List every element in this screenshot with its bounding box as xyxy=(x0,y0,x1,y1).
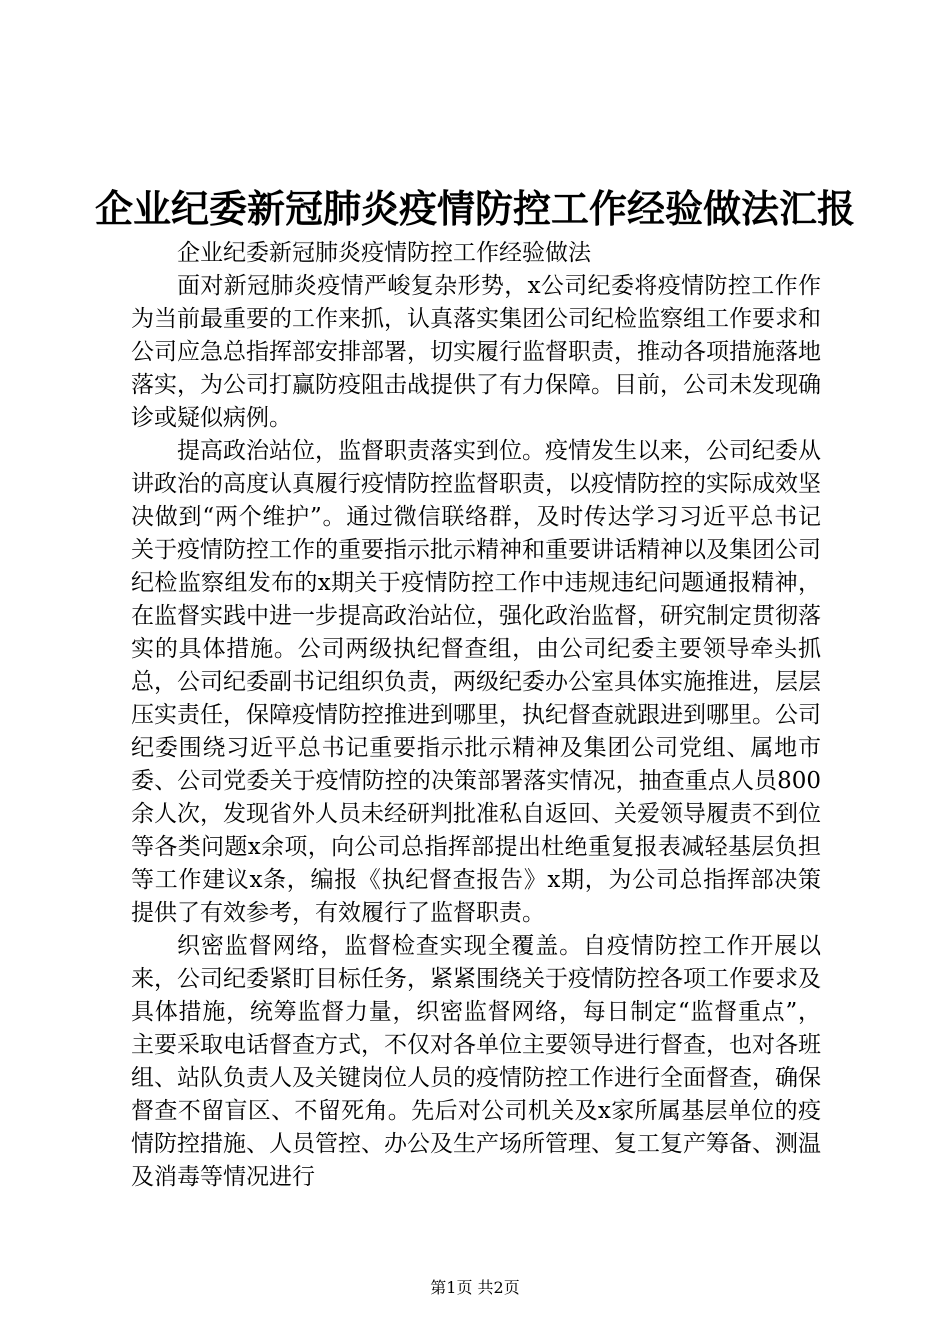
document-title: 企业纪委新冠肺炎疫情防控工作经验做法汇报 xyxy=(94,186,855,231)
document-subtitle: 企业纪委新冠肺炎疫情防控工作经验做法 xyxy=(177,240,591,266)
paragraph-supervision-network: 织密监督网络，监督检查实现全覆盖。自疫情防控工作开展以来，公司纪委紧盯目标任务，紧紧围绕关于疫情防控各项工作要求及具体措施，统筹监督力量，织密监督网络，每日制定“监督重点”，主要采取电话督查方式，不仅对各单位主要领导进行督查，也对各班组、站队负责人及关键岗位人员的疫情防控工作进行全面督查，确保督查不留盲区、不留死角。先后对公司机关及x家所属基层单位的疫情防控措施、人员管控、办公及生产场所管理、复工复产筹备、测温及消毒等情况进行 xyxy=(131,933,821,1190)
page-number: 第1页 共2页 xyxy=(430,1278,520,1297)
paragraph-intro: 面对新冠肺炎疫情严峻复杂形势，x公司纪委将疫情防控工作作为当前最重要的工作来抓，认真落实集团公司纪检监察组工作要求和公司应急总指挥部安排部署，切实履行监督职责，推动各项措施落地落实，为公司打赢防疫阻击战提供了有力保障。目前，公司未发现确诊或疑似病例。 xyxy=(131,273,821,431)
document-body xyxy=(131,237,821,1194)
paragraph-political-stance: 提高政治站位，监督职责落实到位。疫情发生以来，公司纪委从讲政治的高度认真履行疫情防控监督职责，以疫情防控的实际成效坚决做到“两个维护”。通过微信联络群，及时传达学习习近平总书记关于疫情防控工作的重要指示批示精神和重要讲话精神以及集团公司纪检监察组发布的x期关于疫情防控工作中违规违纪问题通报精神，在监督实践中进一步提高政治站位，强化政治监督，研究制定贯彻落实的具体措施。公司两级执纪督查组，由公司纪委主要领导牵头抓总，公司纪委副书记组织负责，两级纪委办公室具体实施推进，层层压实责任，保障疫情防控推进到哪里，执纪督查就跟进到哪里。公司纪委围绕习近平总书记重要指示批示精神及集团公司党组、属地市委、公司党委关于疫情防控的决策部署落实情况，抽查重点人员800余人次，发现省外人员未经研判批准私自返回、关爱领导履责不到位等各类问题x余项，向公司总指挥部提出杜绝重复报表减轻基层负担等工作建议x条，编报《执纪督查报告》x期，为公司总指挥部决策提供了有效参考，有效履行了监督职责。 xyxy=(131,438,821,926)
